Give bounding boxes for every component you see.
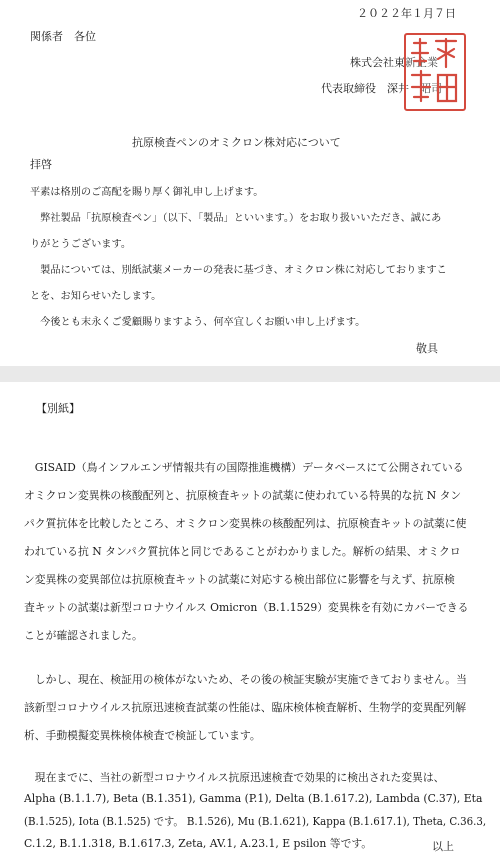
- page-separator: [0, 366, 500, 382]
- appendix-closing: 以上: [432, 840, 454, 853]
- appendix-line: パク質抗体を比較したところ、オミクロン変異株の核酸配列は、抗原検査キットの試薬に使: [24, 517, 467, 530]
- appendix-line: 査キットの試薬は新型コロナウイルス Omicron（B.1.1529）変異株を有効にカバーできる: [24, 601, 469, 614]
- letter-line: りがとうございます。: [30, 239, 132, 250]
- appendix-line: 現在までに、当社の新型コロナウイルス抗原迅速検査で効果的に検出された変異は、: [24, 771, 445, 784]
- appendix-line: GISAID（鳥インフルエンザ情報共有の国際推進機構）データベースにて公開されている: [24, 461, 464, 474]
- letter-line: 製品については、別紙試薬メーカーの発表に基づき、オミクロン株に対応しておりますこ: [30, 265, 447, 276]
- appendix-line: 析、手動模擬変異株検体検査で検証しています。: [24, 729, 261, 742]
- appendix-line: 該新型コロナウイルス抗原迅速検査試薬の性能は、臨床検体検査解析、生物学的変異配列解: [24, 701, 467, 714]
- company-name: 株式会社東新企業: [350, 56, 438, 69]
- company-seal-stamp: [404, 33, 466, 111]
- letter-closing: 敬具: [416, 342, 438, 355]
- appendix-line: (B.1.525), Iota (B.1.525) です。 B.1.526), Mu (B.1.621), Kappa (B.1.617.1), Theta, C.36.3,: [24, 815, 487, 828]
- appendix-line: オミクロン変異株の核酸配列と、抗原検査キットの試薬に使われている特異的な抗 N タン: [24, 489, 462, 502]
- letter-line: とを、お知らせいたします。: [30, 291, 162, 302]
- sender-name: 代表取締役 深井 昭司: [321, 82, 442, 95]
- appendix-page: [0, 382, 500, 858]
- letter-recipient: 関係者 各位: [30, 30, 96, 43]
- letter-subject: 抗原検査ペンのオミクロン株対応について: [132, 136, 341, 149]
- appendix-line: しかし、現在、検証用の検体がないため、その後の検証実験が実施できておりません。当: [24, 673, 467, 686]
- appendix-line: C.1.2, B.1.1.318, B.1.617.3, Zeta, AV.1, A.23.1, E psilon 等です。: [24, 837, 373, 850]
- letter-line: 平素は格別のご高配を賜り厚く御礼申し上げます。: [30, 187, 264, 198]
- letter-line: 弊社製品「抗原検査ペン」（以下、「製品」といいます。）をお取り扱いいただき、誠にあ: [30, 213, 442, 224]
- appendix-line: Alpha (B.1.1.7), Beta (B.1.351), Gamma (P.1), Delta (B.1.617.2), Lambda (C.37), Eta: [24, 792, 483, 805]
- appendix-line: ン変異株の変異部位は抗原検査キットの試薬に対応する検出部位に影響を与えず、抗原検: [24, 573, 455, 586]
- appendix-line: ことが確認されました。: [24, 629, 143, 642]
- appendix-heading: 【別紙】: [36, 402, 80, 415]
- salutation: 拝啓: [30, 158, 52, 171]
- letter-page: [0, 0, 500, 366]
- letter-date: ２０２２年１月７日: [357, 7, 456, 20]
- appendix-line: われている抗 N タンパク質抗体と同じであることがわかりました。解析の結果、オミクロ: [24, 545, 461, 558]
- letter-line: 今後とも末永くご愛顧賜りますよう、何卒宜しくお願い申し上げます。: [30, 317, 366, 328]
